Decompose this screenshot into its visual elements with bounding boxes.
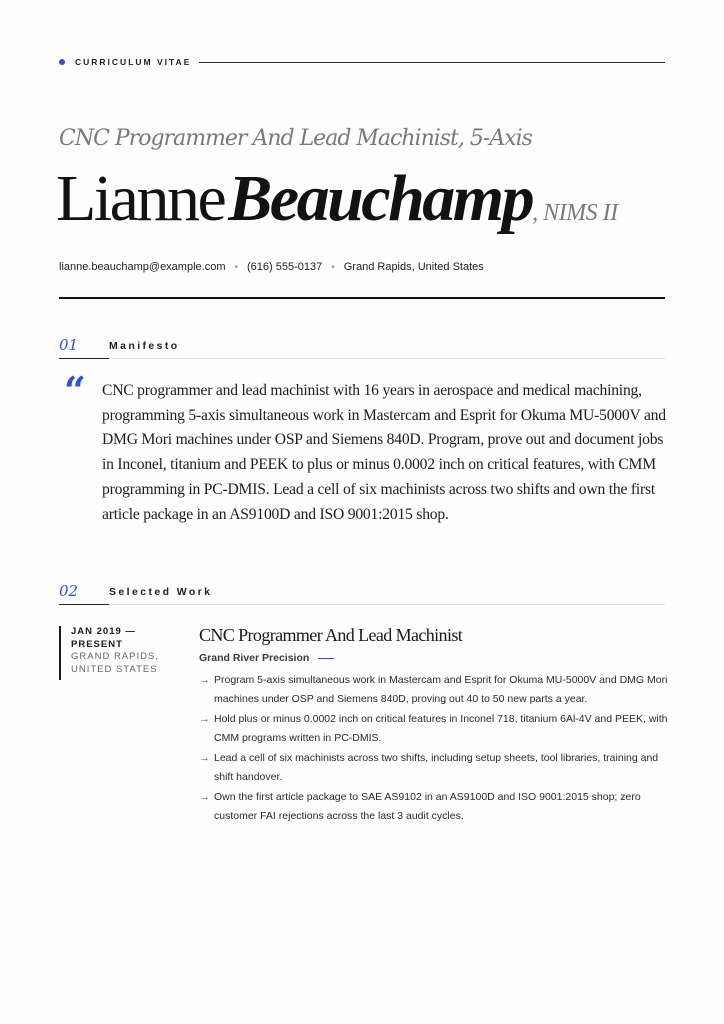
arrow-right-icon: → <box>199 752 210 764</box>
list-item <box>199 671 669 709</box>
section-number: 02 <box>59 582 79 600</box>
separator-dot-icon: • <box>331 261 335 273</box>
arrow-right-icon: → <box>199 674 210 686</box>
email-link[interactable]: lianne.beauchamp@example.com <box>59 261 226 273</box>
separator-dot-icon: • <box>234 261 238 273</box>
arrow-right-icon: → <box>199 791 210 803</box>
company-name: Grand River Precision <box>199 652 310 664</box>
cv-kicker: CURRICULUM VITAE <box>75 57 192 67</box>
bullet-text: Lead a cell of six machinists across two shifts, including setup sheets, tool libraries, training and shift handover. <box>214 752 659 783</box>
job-title: CNC Programmer And Lead Machinist, 5-Axis <box>59 126 532 151</box>
role-bullets <box>199 671 669 827</box>
location: Grand Rapids, United States <box>343 261 484 273</box>
quote-mark-icon: “ <box>64 368 86 413</box>
contact-line <box>59 261 484 273</box>
section-rule-accent <box>59 604 109 605</box>
bullet-text: Program 5-axis simultaneous work in Mastercam and Esprit for Okuma MU-5000V and DMG Mori machines under OSP and Siemens 840D, proving out 40 to 50 new parts a year. <box>214 674 668 705</box>
full-name <box>56 161 618 237</box>
header-rule <box>199 62 665 63</box>
section-rule-accent <box>59 358 109 359</box>
list-item <box>199 788 669 826</box>
role-meta <box>59 626 179 680</box>
section-manifesto-header <box>59 336 665 360</box>
header-divider <box>59 297 665 299</box>
list-item <box>199 710 669 748</box>
role-date-end: PRESENT <box>71 638 123 650</box>
section-work-header <box>59 582 665 606</box>
section-rule <box>109 604 665 605</box>
company-line <box>199 652 334 664</box>
role-date-start: JAN 2019 — <box>71 626 136 637</box>
cv-header <box>59 55 665 69</box>
role-location-city: GRAND RAPIDS, <box>71 651 159 662</box>
bullet-text: Hold plus or minus 0.0002 inch on critical features in Inconel 718, titanium 6Al-4V and PEEK, with CMM programs written in PC-DMIS. <box>214 713 668 744</box>
bullet-text: Own the first article package to SAE AS9102 in an AS9100D and ISO 9001:2015 shop; zero customer FAI rejections across the last 3 audit cycles. <box>214 791 641 822</box>
role-title: CNC Programmer And Lead Machinist <box>199 625 463 645</box>
credential: , NIMS II <box>532 200 618 226</box>
last-name: Beauchamp <box>228 162 533 235</box>
section-rule <box>109 358 665 359</box>
company-dash <box>318 658 334 659</box>
phone-number[interactable]: (616) 555-0137 <box>247 261 323 273</box>
accent-dot-icon <box>59 59 65 65</box>
section-title: Manifesto <box>109 340 180 352</box>
first-name: Lianne <box>56 162 225 235</box>
manifesto-text: CNC programmer and lead machinist with 16 years in aerospace and medical machining, programming 5-axis simultaneous work in Mastercam and Esprit for Okuma MU-5000V and DMG Mori machines under OSP and Siemens 840D. Program, prove out and document jobs in Inconel, titanium and PEEK to plus or minus 0.0002 inch on critical features, with CMM programming in PC-DMIS. Lead a cell of six machinists across two shifts and own the first article package in an AS9100D and ISO 9001:2015 shop. <box>102 382 666 523</box>
section-number: 01 <box>59 336 79 354</box>
arrow-right-icon: → <box>199 713 210 725</box>
section-title: Selected Work <box>109 586 213 598</box>
role-location-country: UNITED STATES <box>71 663 158 675</box>
list-item <box>199 749 669 787</box>
